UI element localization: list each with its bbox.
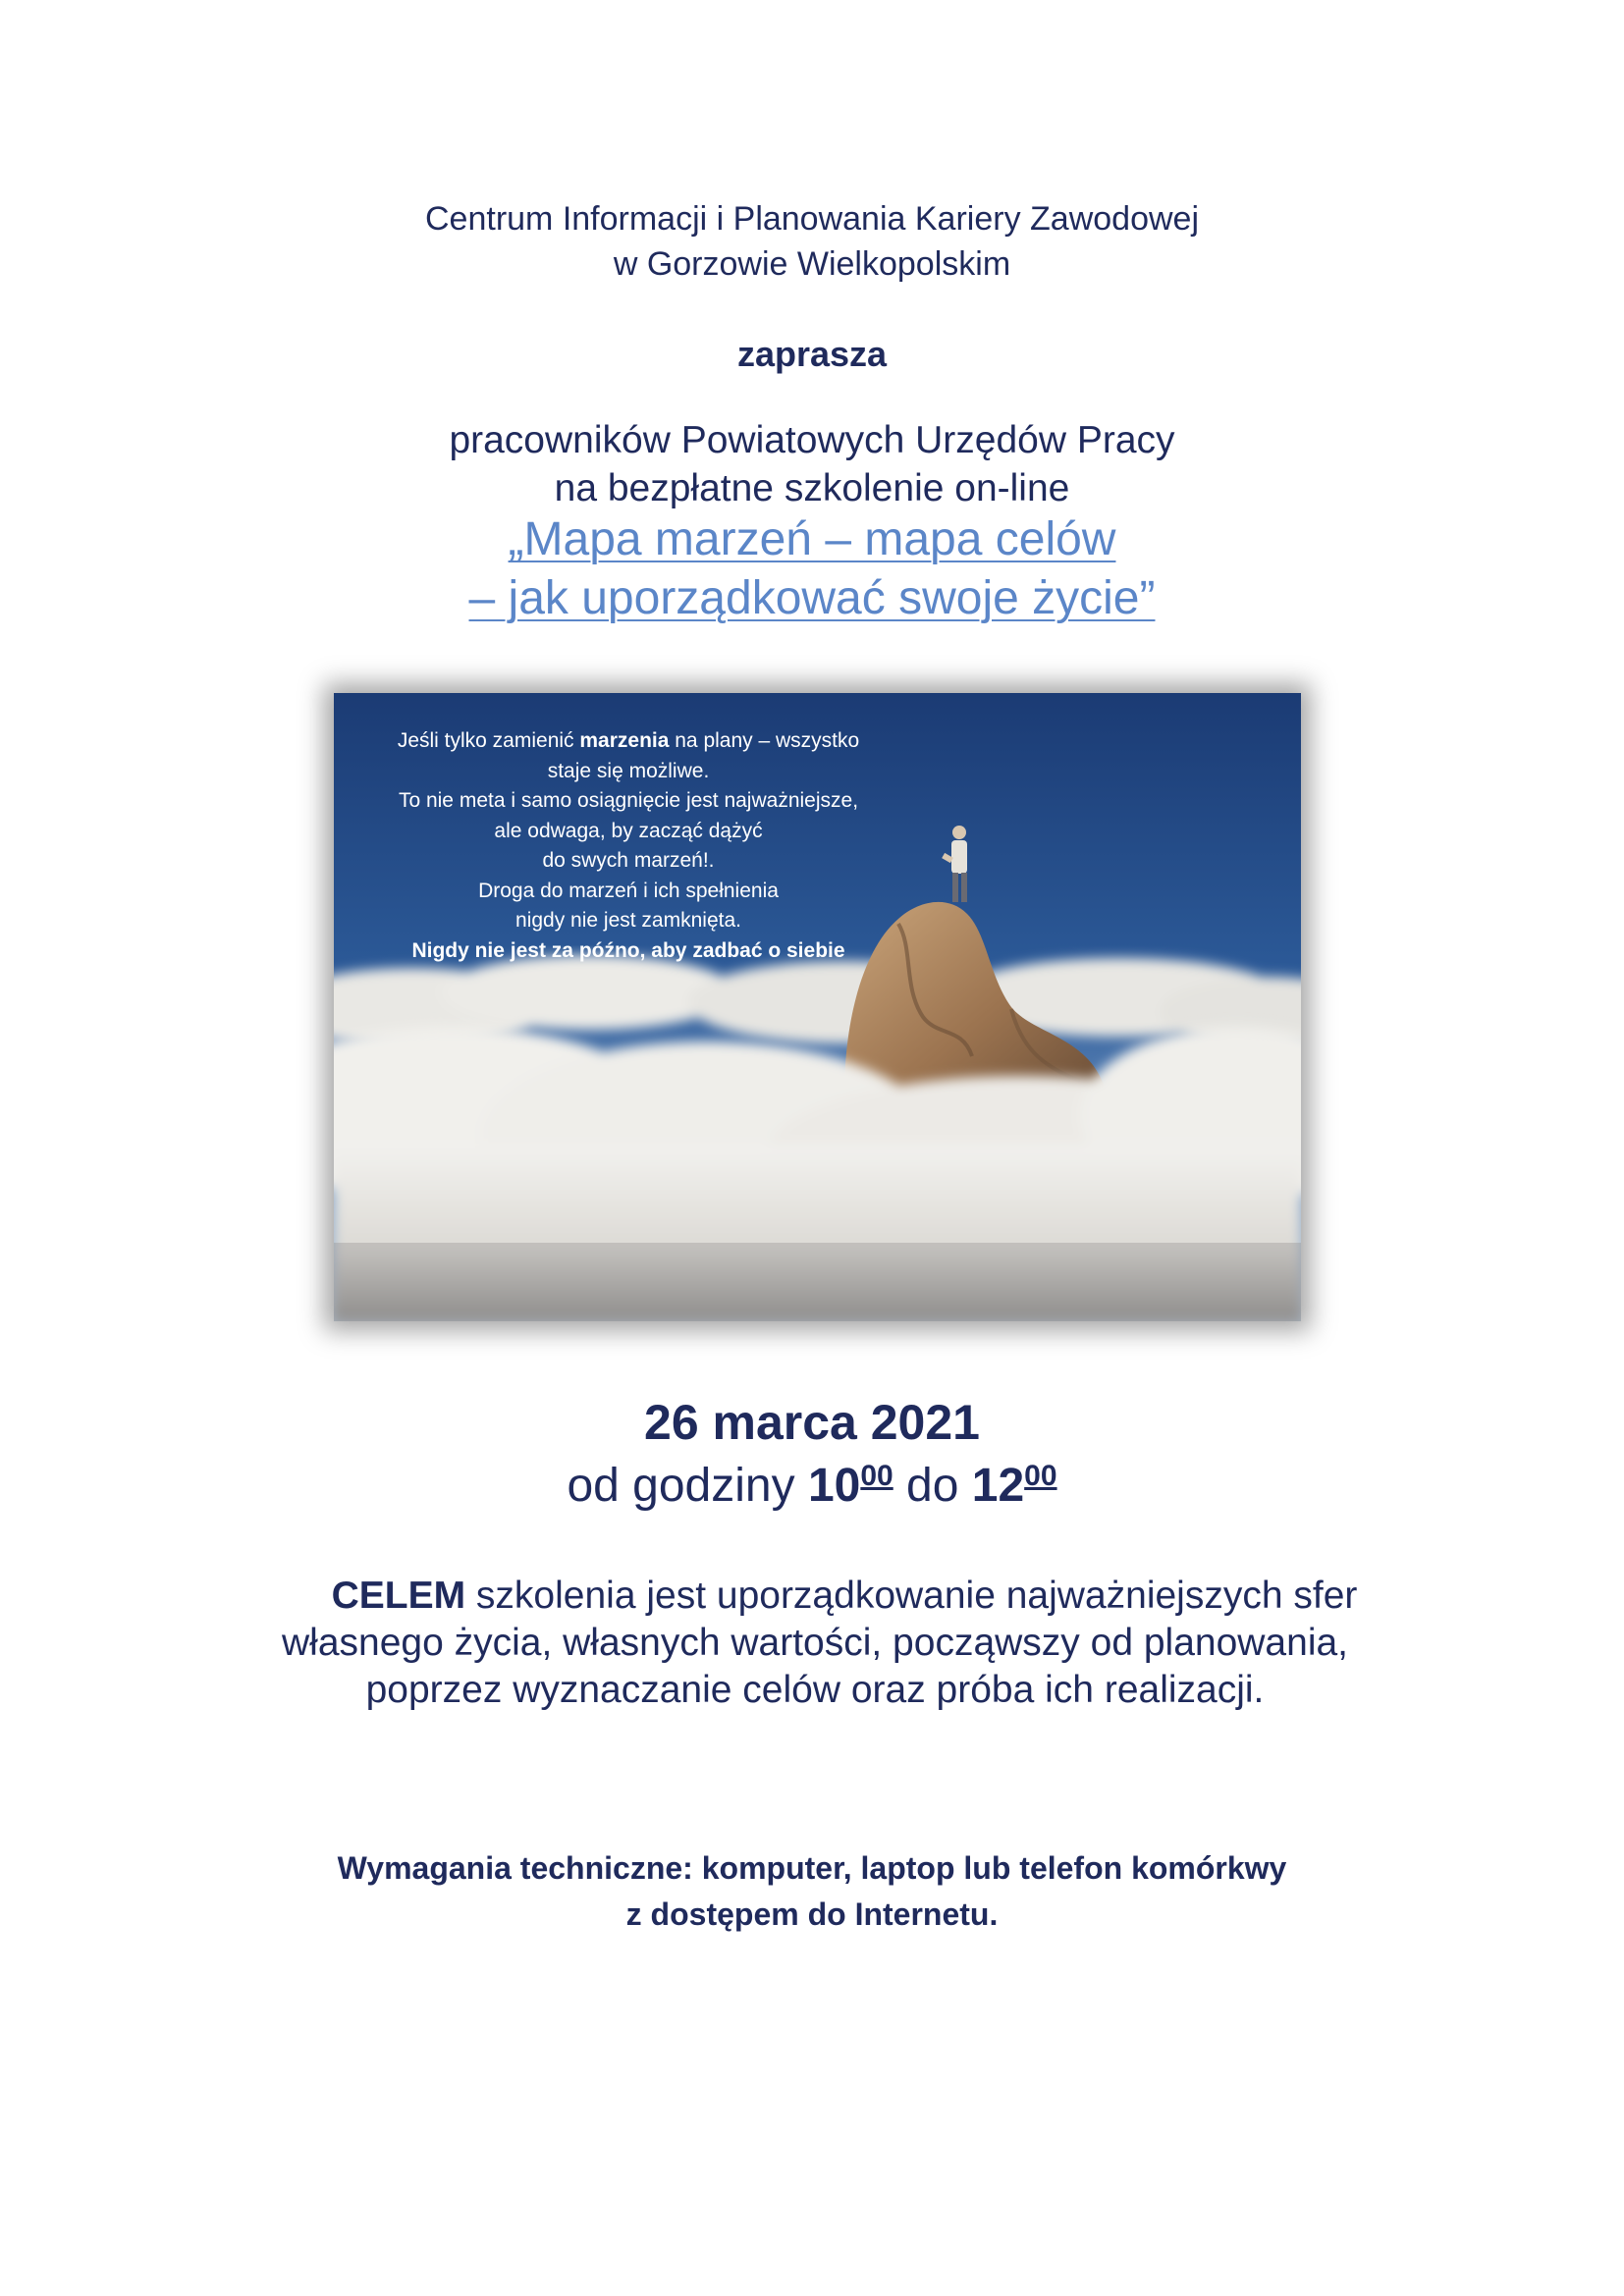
time-prefix: od godziny bbox=[567, 1460, 808, 1512]
start-hour: 10 bbox=[807, 1460, 861, 1512]
requirements-line-2: z dostępem do Internetu. bbox=[625, 1896, 999, 1932]
goal-line-2: własnego życia, własnych wartości, począwszy od planowania, bbox=[281, 1622, 1349, 1664]
quote-line-5: do swych marzeń!. bbox=[542, 849, 715, 872]
technical-requirements bbox=[0, 1845, 1624, 1938]
motivational-quote bbox=[353, 726, 903, 966]
quote-line-7: nigdy nie jest zamknięta. bbox=[515, 909, 741, 932]
training-goal bbox=[206, 1573, 1424, 1714]
quote-line-2: staje się możliwe. bbox=[547, 759, 710, 782]
quote-line-1 bbox=[353, 726, 903, 757]
goal-line-3: poprzez wyznaczanie celów oraz próba ich realizacji. bbox=[365, 1669, 1265, 1711]
time-separator: do bbox=[893, 1460, 972, 1512]
organizer-line-1: Centrum Informacji i Planowania Kariery Zawodowej bbox=[425, 200, 1199, 238]
organizer bbox=[0, 196, 1624, 287]
quote-line-6: Droga do marzeń i ich spełnienia bbox=[478, 879, 779, 902]
event-time bbox=[0, 1459, 1624, 1513]
cloud-shadow bbox=[334, 1243, 1301, 1321]
audience-line-2: na bezpłatne szkolenie on-line bbox=[554, 467, 1070, 509]
title-line-2: – jak uporządkować swoje życie” bbox=[468, 572, 1156, 624]
goal-line-1 bbox=[206, 1573, 1424, 1620]
start-minutes: 00 bbox=[860, 1460, 893, 1492]
invite-word: zaprasza bbox=[736, 334, 888, 374]
quote-closing: Nigdy nie jest za późno, aby zadbać o siebie bbox=[411, 938, 845, 962]
goal-emphasis: CELEM bbox=[331, 1575, 466, 1617]
audience-line-1: pracowników Powiatowych Urzędów Pracy bbox=[449, 419, 1175, 461]
quote-text: na plany – wszystko bbox=[669, 729, 860, 752]
training-title bbox=[0, 510, 1624, 628]
end-hour: 12 bbox=[971, 1460, 1025, 1512]
organizer-line-2: w Gorzowie Wielkopolskim bbox=[613, 245, 1011, 283]
quote-line-8 bbox=[353, 936, 903, 967]
event-date: 26 marca 2021 bbox=[644, 1395, 980, 1450]
summit-photo bbox=[334, 693, 1301, 1321]
goal-text: szkolenia jest uporządkowanie najważniejszych sfer bbox=[465, 1575, 1358, 1617]
title-line-1: „Mapa marzeń – mapa celów bbox=[508, 513, 1116, 565]
quote-line-4: ale odwaga, by zacząć dążyć bbox=[494, 819, 763, 842]
requirements-line-1: Wymagania techniczne: komputer, laptop lub telefon komórkwy bbox=[337, 1850, 1287, 1886]
quote-line-3: To nie meta i samo osiągnięcie jest najważniejsze, bbox=[398, 789, 859, 812]
quote-text: Jeśli tylko zamienić bbox=[397, 729, 580, 752]
quote-emphasis: marzenia bbox=[579, 729, 670, 752]
end-minutes: 00 bbox=[1024, 1460, 1057, 1492]
audience bbox=[0, 416, 1624, 512]
